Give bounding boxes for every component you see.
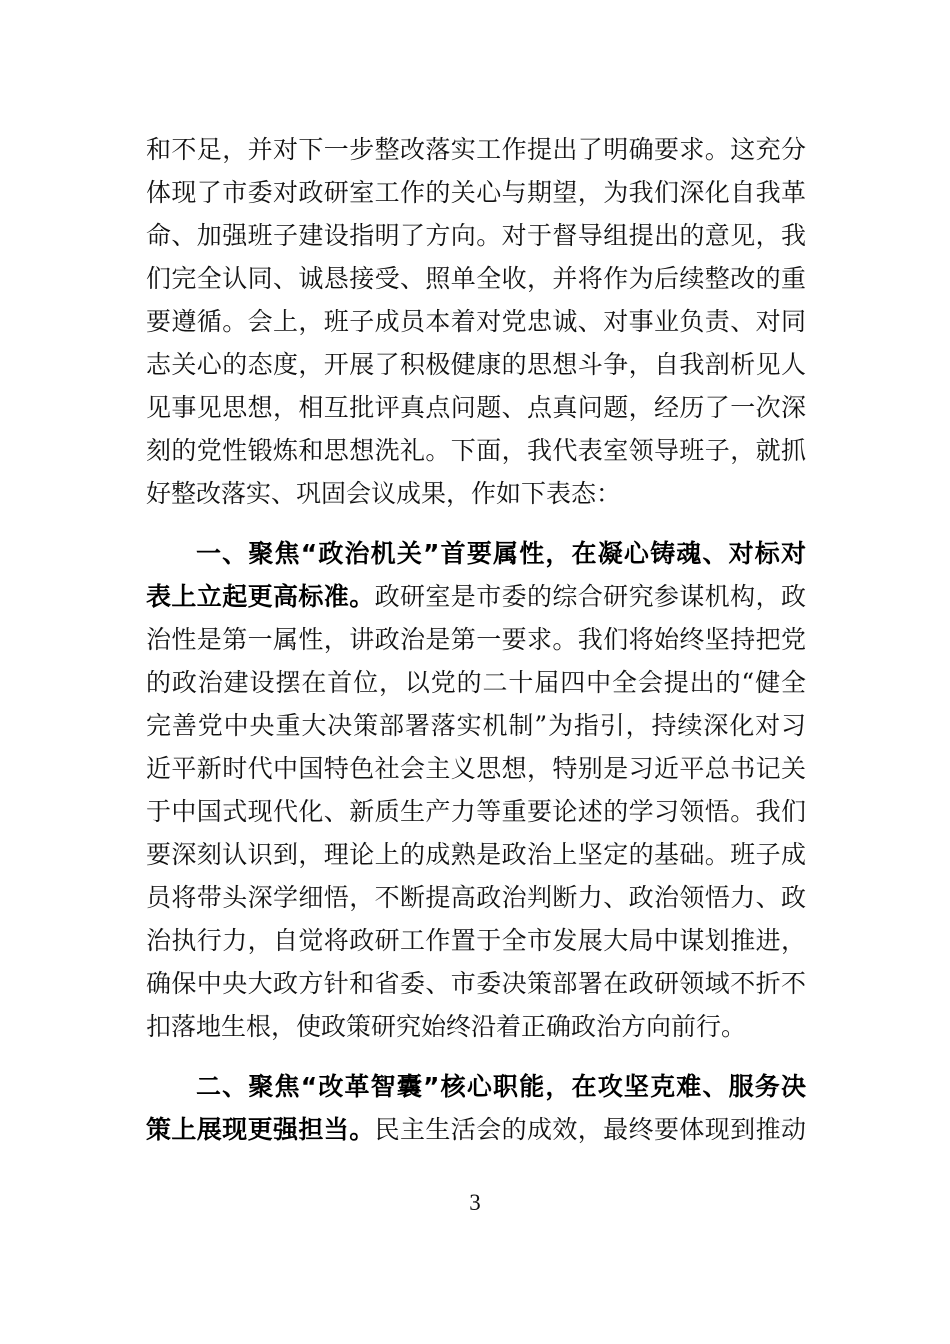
body-text-line: 体现了市委对政研室工作的关心与期望，为我们深化自我革 — [146, 178, 806, 207]
body-text-line: 治性是第一属性，讲政治是第一要求。我们将始终坚持把党 — [146, 625, 806, 654]
body-text-line: 见事见思想，相互批评真点问题、点真问题，经历了一次深 — [146, 393, 806, 422]
body-text-line: 和不足，并对下一步整改落实工作提出了明确要求。这充分 — [146, 135, 806, 164]
body-text-line: 于中国式现代化、新质生产力等重要论述的学习领悟。我们 — [146, 797, 806, 826]
body-text-span: 民主生活会的成效，最终要体现到推动 — [374, 1115, 806, 1144]
body-text-line: 的政治建设摆在首位，以党的二十届四中全会提出的“健全 — [146, 668, 806, 697]
body-text-line: 近平新时代中国特色社会主义思想，特别是习近平总书记关 — [146, 754, 806, 783]
body-text-line: 扣落地生根，使政策研究始终沿着正确政治方向前行。 — [146, 1012, 747, 1041]
page-number: 3 — [469, 1190, 481, 1215]
body-text-line: 要遵循。会上，班子成员本着对党忠诚、对事业负责、对同 — [146, 307, 806, 336]
body-text-line: 好整改落实、巩固会议成果，作如下表态： — [146, 479, 622, 508]
body-text-line: 确保中央大政方针和省委、市委决策部署在政研领域不折不 — [146, 969, 806, 998]
section-heading-continued: 策上展现更强担当。 — [146, 1115, 375, 1144]
body-text-line: 完善党中央重大决策部署落实机制”为指引，持续深化对习 — [146, 711, 806, 740]
section-heading: 一、聚焦“政治机关”首要属性，在凝心铸魂、对标对 — [196, 539, 806, 568]
body-text-line: 命、加强班子建设指明了方向。对于督导组提出的意见，我 — [146, 221, 806, 250]
body-text-line: 治执行力，自觉将政研工作置于全市发展大局中谋划推进， — [146, 926, 806, 955]
section-heading-line — [146, 1110, 806, 1150]
body-text-line: 刻的党性锻炼和思想洗礼。下面，我代表室领导班子，就抓 — [146, 436, 806, 465]
body-text-line: 志关心的态度，开展了积极健康的思想斗争，自我剖析见人 — [146, 350, 806, 379]
body-text-line: 员将带头深学细悟，不断提高政治判断力、政治领悟力、政 — [146, 883, 806, 912]
section-heading-continued: 表上立起更高标准。 — [146, 582, 375, 611]
section-heading: 二、聚焦“改革智囊”核心职能，在攻坚克难、服务决 — [196, 1072, 806, 1101]
body-text-span: 政研室是市委的综合研究参谋机构，政 — [374, 582, 806, 611]
body-text-line: 要深刻认识到，理论上的成熟是政治上坚定的基础。班子成 — [146, 840, 806, 869]
body-text-line: 们完全认同、诚恳接受、照单全收，并将作为后续整改的重 — [146, 264, 806, 293]
section-heading-line — [146, 577, 806, 617]
